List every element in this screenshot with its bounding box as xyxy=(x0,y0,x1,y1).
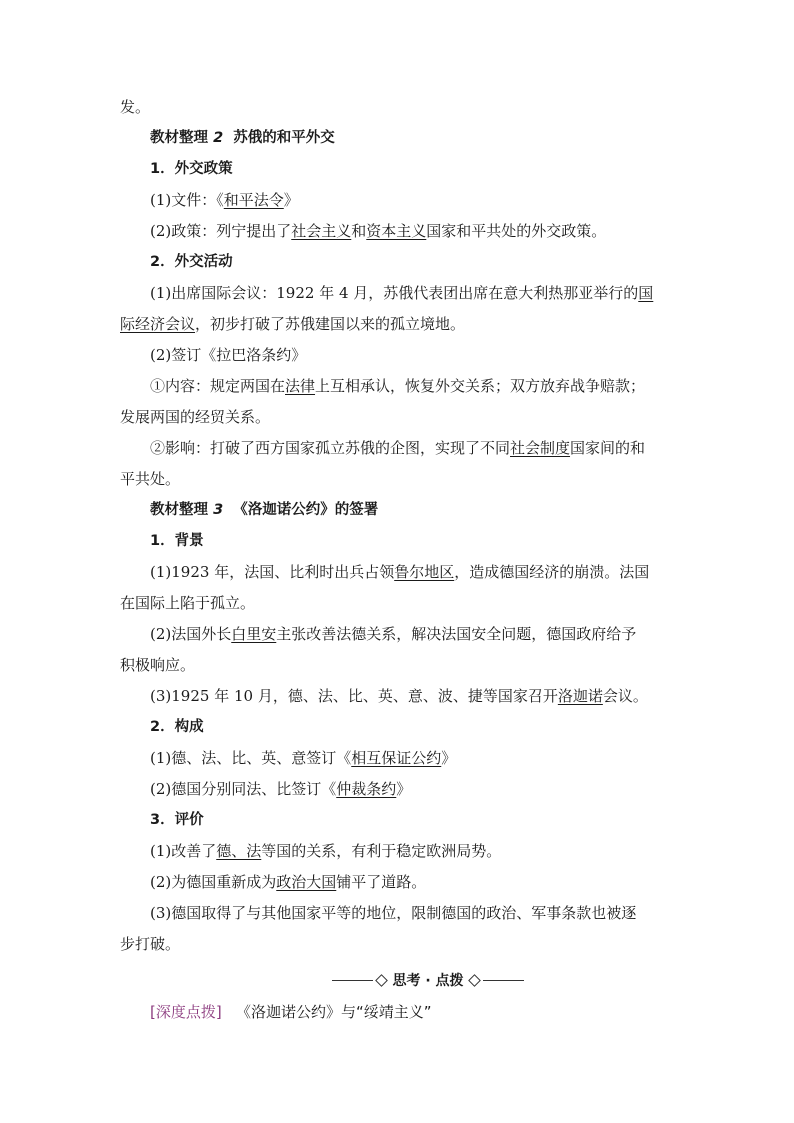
text: 》 xyxy=(283,191,299,209)
section-divider xyxy=(332,969,524,991)
paragraph-line xyxy=(120,592,680,614)
text: (2)德国分别同法、比签订《 xyxy=(150,780,337,798)
text: 会议。 xyxy=(602,687,648,705)
underlined-answer: 法律 xyxy=(285,377,316,395)
divider-label: 思考 · 点拨 xyxy=(392,973,464,989)
underlined-answer: 资本主义 xyxy=(366,222,427,240)
section-title: 苏俄的和平外交 xyxy=(233,130,335,146)
text: 主张改善法德关系，解决法国安全问题，德国政府给予 xyxy=(276,625,637,643)
paragraph-line xyxy=(150,778,680,800)
subheading-diplomatic-activity xyxy=(150,251,680,273)
paragraph-line xyxy=(150,840,680,862)
underlined-answer: 相互保证公约 xyxy=(351,749,442,767)
paragraph-line xyxy=(120,468,680,490)
underlined-answer: 国 xyxy=(638,284,654,302)
paragraph-line xyxy=(150,344,680,366)
text: (1)改善了 xyxy=(150,842,217,860)
text: 平共处。 xyxy=(120,470,181,488)
text: 步打破。 xyxy=(120,935,181,953)
text: 和 xyxy=(351,222,367,240)
paragraph-line xyxy=(150,747,680,769)
subheading-text: 2．外交活动 xyxy=(150,254,233,270)
text: 上互相承认，恢复外交关系；双方放弃战争赔款； xyxy=(315,377,646,395)
diamond-icon xyxy=(376,974,389,987)
underlined-answer: 政治大国 xyxy=(276,873,337,891)
text: 在国际上陷于孤立。 xyxy=(120,594,256,612)
deep-analysis-title: 《洛迦诺公约》与“绥靖主义” xyxy=(236,1003,432,1021)
diamond-icon xyxy=(468,974,481,987)
paragraph-line xyxy=(150,623,680,645)
section-number: 3 xyxy=(213,502,224,518)
text: (2)法国外长 xyxy=(150,625,232,643)
paragraph-line xyxy=(150,561,680,583)
paragraph-line xyxy=(150,220,680,242)
section-number: 2 xyxy=(213,130,224,146)
text: (1)文件：《 xyxy=(150,191,224,209)
paragraph-line xyxy=(120,933,680,955)
text: 》 xyxy=(396,780,412,798)
text: ，初步打破了苏俄建国以来的孤立境地。 xyxy=(195,315,466,333)
paragraph-line xyxy=(150,375,680,397)
paragraph-line xyxy=(150,189,680,211)
section-label: 教材整理 xyxy=(150,130,208,146)
text: ①内容：规定两国在 xyxy=(150,377,286,395)
text: (1)1923 年，法国、比利时出兵占领 xyxy=(150,563,395,581)
text: (2)为德国重新成为 xyxy=(150,873,277,891)
subheading-evaluation xyxy=(150,809,680,831)
paragraph-line xyxy=(150,685,680,707)
paragraph-line xyxy=(120,654,680,676)
divider-rule xyxy=(483,980,524,981)
text: (3)德国取得了与其他国家平等的地位，限制德国的政治、军事条款也被逐 xyxy=(150,904,637,922)
deep-analysis-heading xyxy=(150,1001,680,1023)
text: (1)德、法、比、英、意签订《 xyxy=(150,749,352,767)
underlined-answer: 洛迦诺 xyxy=(557,687,603,705)
subheading-text: 3．评价 xyxy=(150,812,204,828)
section-heading-3 xyxy=(150,499,680,521)
fragment-text: 发。 xyxy=(120,98,151,116)
text: ②影响：打破了西方国家孤立苏俄的企图，实现了不同 xyxy=(150,439,511,457)
text: 发展两国的经贸关系。 xyxy=(120,408,271,426)
section-heading-2 xyxy=(150,127,680,149)
paragraph-line xyxy=(150,437,680,459)
deep-analysis-tag: [深度点拨] xyxy=(150,1003,222,1021)
divider-rule xyxy=(332,980,373,981)
subheading-diplomatic-policy xyxy=(150,158,680,180)
text: 积极响应。 xyxy=(120,656,196,674)
section-label: 教材整理 xyxy=(150,502,208,518)
subheading-composition xyxy=(150,716,680,738)
paragraph-line xyxy=(150,902,680,924)
paragraph-line xyxy=(120,406,680,428)
subheading-text: 1．外交政策 xyxy=(150,161,233,177)
underlined-answer: 际经济会议 xyxy=(120,315,196,333)
underlined-answer: 和平法令 xyxy=(223,191,284,209)
text-fragment xyxy=(120,96,680,118)
text: 》 xyxy=(441,749,457,767)
paragraph-line xyxy=(150,282,680,304)
section-title: 《洛迦诺公约》的签署 xyxy=(233,502,379,518)
paragraph-line xyxy=(150,871,680,893)
text: 铺平了道路。 xyxy=(336,873,427,891)
subheading-text: 1．背景 xyxy=(150,533,204,549)
underlined-answer: 仲裁条约 xyxy=(336,780,397,798)
text: (2)政策：列宁提出了 xyxy=(150,222,292,240)
underlined-answer: 社会制度 xyxy=(510,439,571,457)
text: 国家和平共处的外交政策。 xyxy=(426,222,607,240)
text: 国家间的和 xyxy=(570,439,646,457)
text: (1)出席国际会议：1922 年 4 月，苏俄代表团出席在意大利热那亚举行的 xyxy=(150,284,639,302)
text: ，造成德国经济的崩溃。法国 xyxy=(454,563,650,581)
text: 等国的关系，有利于稳定欧洲局势。 xyxy=(261,842,502,860)
text: (2)签订《拉巴洛条约》 xyxy=(150,346,307,364)
subheading-background xyxy=(150,530,680,552)
underlined-answer: 白里安 xyxy=(231,625,277,643)
underlined-answer: 社会主义 xyxy=(291,222,352,240)
text: (3)1925 年 10 月，德、法、比、英、意、波、捷等国家召开 xyxy=(150,687,558,705)
underlined-answer: 德、法 xyxy=(216,842,262,860)
underlined-answer: 鲁尔地区 xyxy=(394,563,455,581)
subheading-text: 2．构成 xyxy=(150,719,204,735)
paragraph-line xyxy=(120,313,680,335)
